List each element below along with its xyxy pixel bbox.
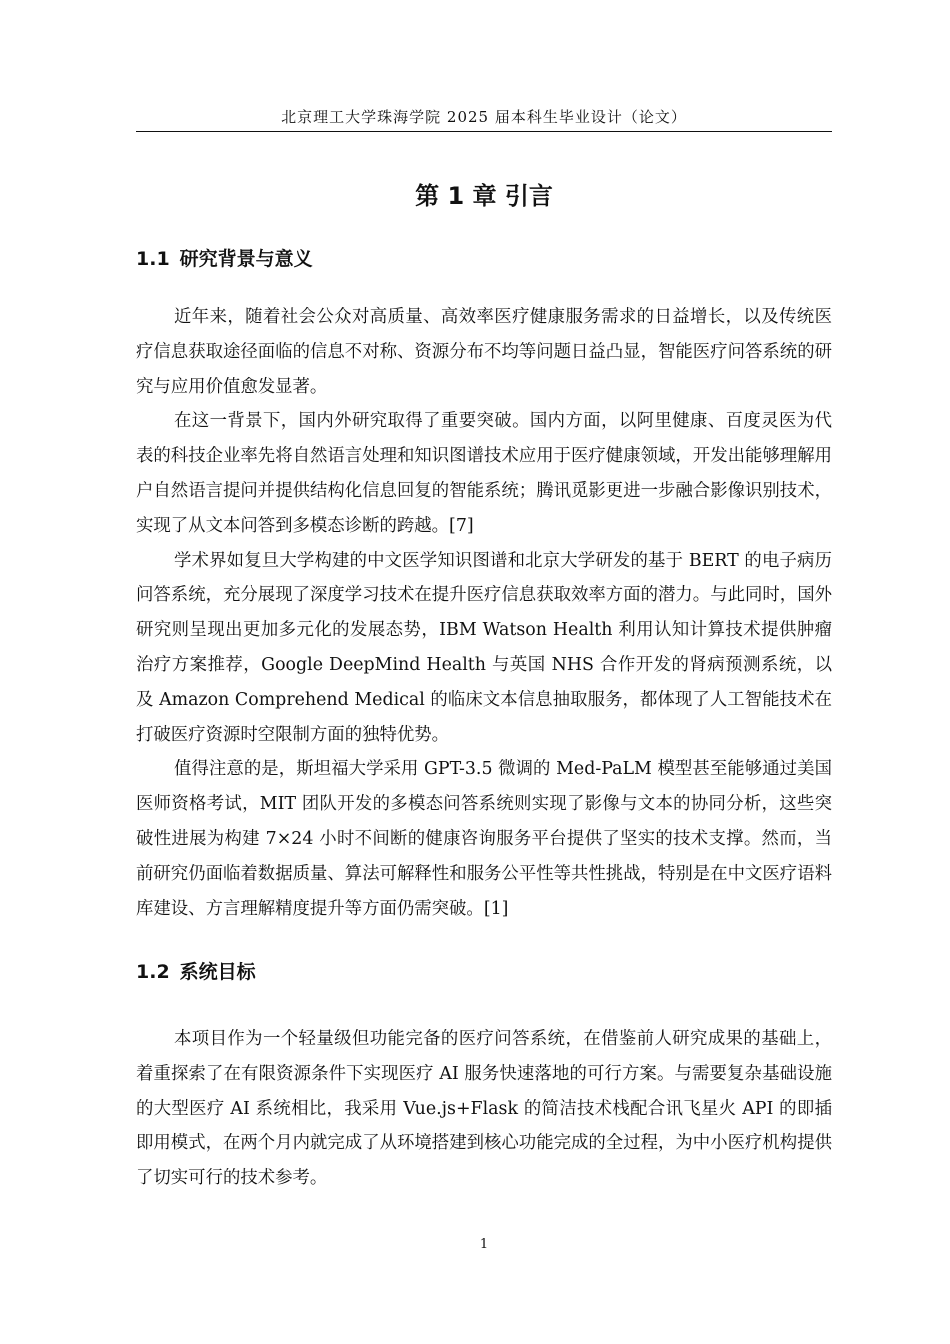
section-number: 1.1 bbox=[136, 248, 170, 270]
section-title: 研究背景与意义 bbox=[179, 248, 313, 270]
section-heading-1-2 bbox=[136, 958, 832, 986]
paragraph: 值得注意的是，斯坦福大学采用 GPT-3.5 微调的 Med-PaLM 模型甚至能够通过美国医师资格考试，MIT 团队开发的多模态问答系统则实现了影像与文本的协同分析，这些突破性进展为构建 7×24 小时不间断的健康咨询服务平台提供了坚实的技术支撑。然而，当前研究仍面临着数据质量、算法可解释性和服务公平性等共性挑战，特别是在中文医疗语料库建设、方言理解精度提升等方面仍需突破。[1] bbox=[136, 759, 832, 919]
paragraph: 在这一背景下，国内外研究取得了重要突破。国内方面，以阿里健康、百度灵医为代表的科技企业率先将自然语言处理和知识图谱技术应用于医疗健康领域，开发出能够理解用户自然语言提问并提供结构化信息回复的智能系统；腾讯觅影更进一步融合影像识别技术，实现了从文本问答到多模态诊断的跨越。[7] bbox=[136, 411, 832, 536]
paragraph: 学术界如复旦大学构建的中文医学知识图谱和北京大学研发的基于 BERT 的电子病历问答系统，充分展现了深度学习技术在提升医疗信息获取效率方面的潜力。与此同时，国外研究则呈现出更加多元化的发展态势，IBM Watson Health 利用认知计算技术提供肿瘤治疗方案推荐，Google DeepMind Health 与英国 NHS 合作开发的肾病预测系统，以及 Amazon Comprehend Medical 的临床文本信息抽取服务，都体现了人工智能技术在打破医疗资源时空限制方面的独特优势。 bbox=[136, 550, 832, 745]
paragraph: 本项目作为一个轻量级但功能完备的医疗问答系统，在借鉴前人研究成果的基础上，着重探索了在有限资源条件下实现医疗 AI 服务快速落地的可行方案。与需要复杂基础设施的大型医疗 AI 系统相比，我采用 Vue.js+Flask 的简洁技术栈配合讯飞星火 API 的即插即用模式，在两个月内就完成了从环境搭建到核心功能完成的全过程，为中小医疗机构提供了切实可行的技术参考。 bbox=[136, 1029, 832, 1189]
page-number: 1 bbox=[479, 1237, 489, 1252]
section-number: 1.2 bbox=[136, 961, 170, 983]
chapter-title: 第 1 章 引言 bbox=[415, 182, 553, 210]
header-rule bbox=[136, 131, 832, 132]
section-heading-1-1 bbox=[136, 245, 832, 273]
section-body-1-2 bbox=[136, 1022, 832, 1196]
section-title: 系统目标 bbox=[179, 961, 256, 983]
paragraph: 近年来，随着社会公众对高质量、高效率医疗健康服务需求的日益增长，以及传统医疗信息获取途径面临的信息不对称、资源分布不均等问题日益凸显，智能医疗问答系统的研究与应用价值愈发显著。 bbox=[136, 307, 832, 397]
section-body-1-1 bbox=[136, 300, 832, 926]
running-header: 北京理工大学珠海学院 2025 届本科生毕业设计（论文） bbox=[281, 108, 687, 126]
